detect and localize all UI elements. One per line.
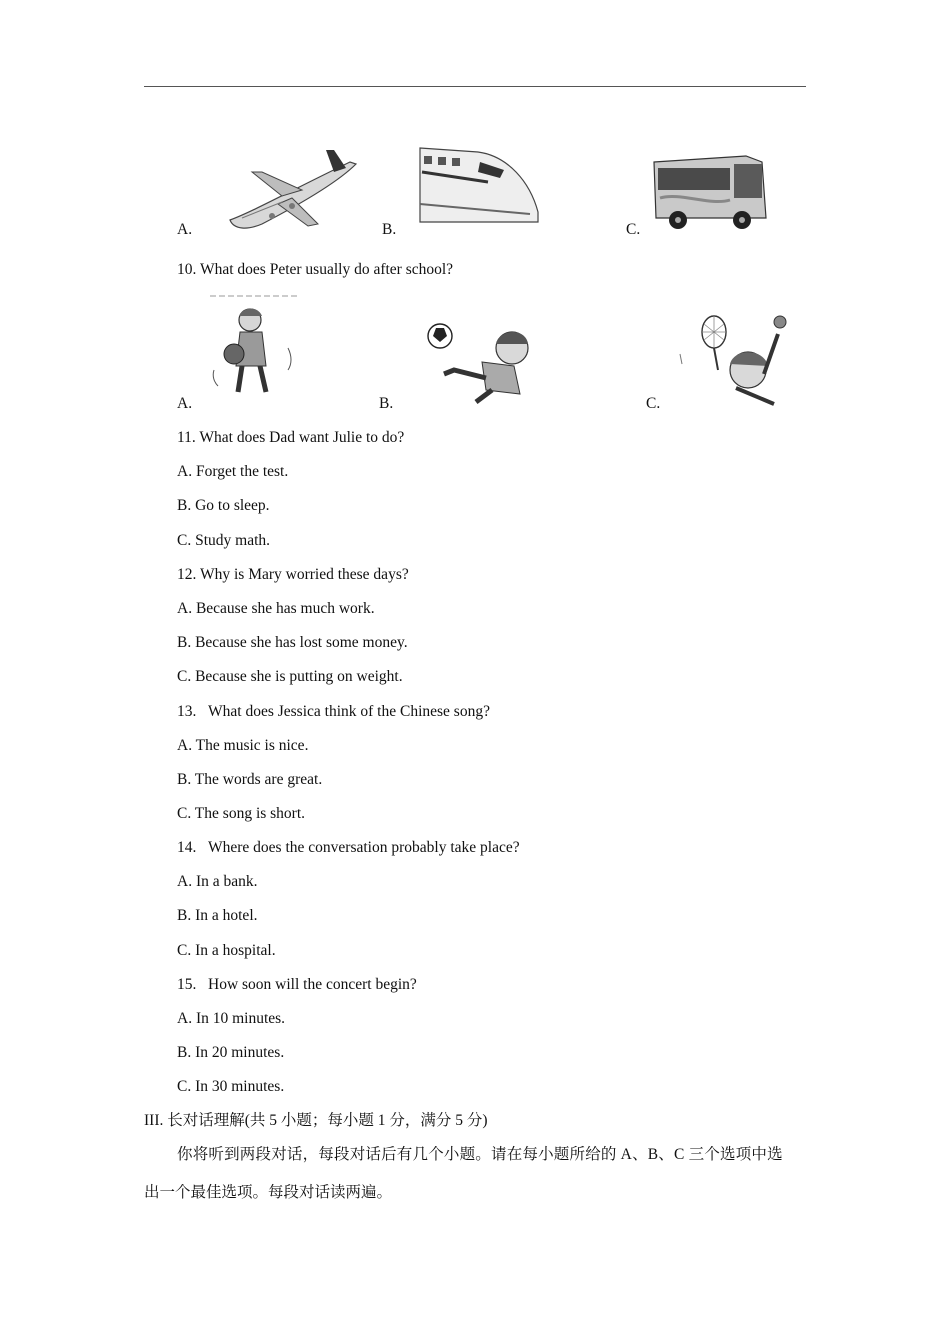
q12-option-c[interactable]: C. Because she is putting on weight. [177,668,403,685]
q13-option-c[interactable]: C. The song is short. [177,805,306,822]
q12-option-b[interactable]: B. Because she has lost some money. [177,634,408,651]
question-14-text: 14. Where does the conversation probably take place? [177,839,520,856]
q11-option-a[interactable]: A. Forget the test. [177,463,289,480]
q15-option-b[interactable]: B. In 20 minutes. [177,1044,285,1061]
q10-option-b-label[interactable]: B. [379,395,394,412]
q11-option-c[interactable]: C. Study math. [177,532,271,549]
q13-option-a[interactable]: A. The music is nice. [177,737,309,754]
bus-icon [650,152,772,234]
q9-option-a-label[interactable]: A. [177,221,193,238]
q13-option-b[interactable]: B. The words are great. [177,771,323,788]
header-rule [144,86,806,87]
q15-option-a[interactable]: A. In 10 minutes. [177,1010,286,1027]
question-10-text: 10. What does Peter usually do after school? [177,261,454,278]
scan-artifact [210,294,300,298]
q9-option-c-label[interactable]: C. [626,221,641,238]
q14-option-a[interactable]: A. In a bank. [177,873,258,890]
airplane-icon [222,146,362,232]
question-11-text: 11. What does Dad want Julie to do? [177,429,405,446]
q14-option-b[interactable]: B. In a hotel. [177,907,258,924]
question-13-text: 13. What does Jessica think of the Chinese song? [177,703,490,720]
section-3-instruction-line1: 你将听到两段对话，每段对话后有几个小题。请在每小题所给的 A、B、C 三个选项中选 [177,1146,783,1163]
bullet-train-icon [418,142,540,226]
q10-option-a-label[interactable]: A. [177,395,193,412]
q11-option-b[interactable]: B. Go to sleep. [177,497,270,514]
basketball-boy-icon [210,304,296,402]
q10-option-c-label[interactable]: C. [646,395,661,412]
q14-option-c[interactable]: C. In a hospital. [177,942,276,959]
section-3-instruction-line2: 出一个最佳选项。每段对话读两遍。 [144,1184,393,1201]
section-3-heading: III. 长对话理解(共 5 小题；每小题 1 分，满分 5 分) [144,1112,488,1129]
q12-option-a[interactable]: A. Because she has much work. [177,600,375,617]
badminton-girl-icon [678,314,794,406]
question-12-text: 12. Why is Mary worried these days? [177,566,409,583]
q9-option-b-label[interactable]: B. [382,221,397,238]
q15-option-c[interactable]: C. In 30 minutes. [177,1078,285,1095]
soccer-boy-icon [416,318,542,404]
question-15-text: 15. How soon will the concert begin? [177,976,417,993]
